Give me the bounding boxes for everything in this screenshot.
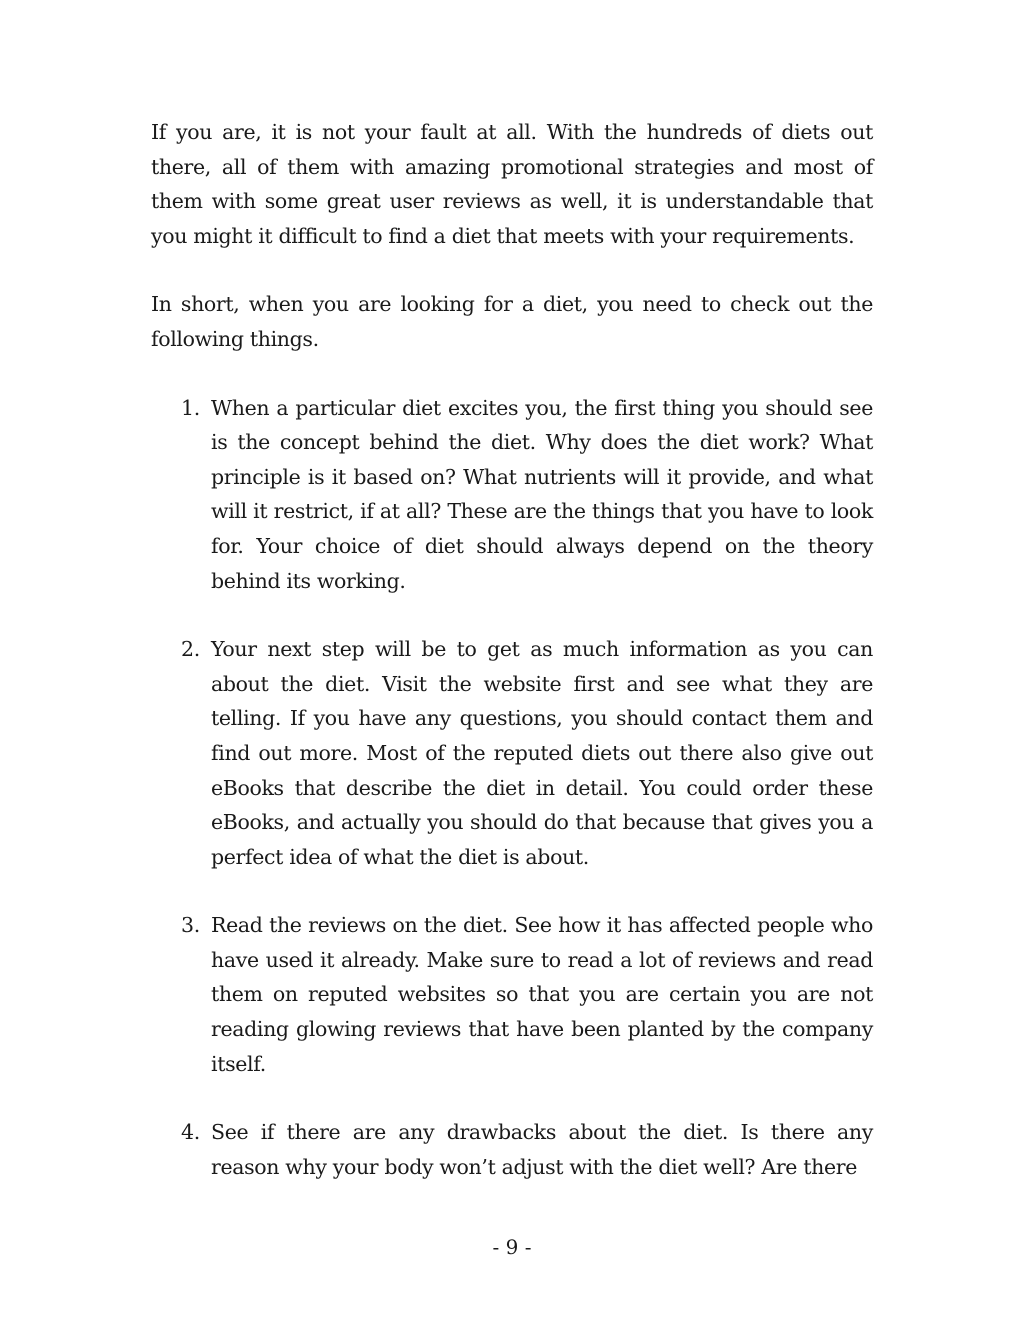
list-item-text: Read the reviews on the diet. See how it has affected people who have used it already. Make sure to read a lot of reviews and read them on reputed websites so that you are certain you are not reading glowing reviews that have been planted by the company itself. (211, 913, 873, 1076)
list-item (151, 632, 873, 874)
page-body (151, 115, 873, 1218)
list-item (151, 391, 873, 599)
list-item (151, 908, 873, 1081)
list-item-number: 1. (181, 395, 200, 420)
page-number: - 9 - (492, 1235, 532, 1259)
checklist (151, 391, 873, 1185)
list-item (151, 1115, 873, 1184)
list-item-number: 3. (181, 913, 200, 938)
list-item-text: See if there are any drawbacks about the diet. Is there any reason why your body won’t adjust with the diet well? Are there (211, 1120, 873, 1179)
intro-paragraph: If you are, it is not your fault at all. With the hundreds of diets out there, all of them with amazing promotional strategies and most of them with some great user reviews as well, it is understandable that you might it difficult to find a diet that meets with your requirements. (151, 120, 873, 248)
lead-in-paragraph: In short, when you are looking for a diet, you need to check out the following things. (151, 292, 873, 351)
list-item-text: When a particular diet excites you, the first thing you should see is the concept behind the diet. Why does the diet work? What principle is it based on? What nutrients will it provide, and what will it restrict, if at all? These are the things that you have to look for. Your choice of diet should always depend on the theory behind its working. (211, 395, 873, 593)
list-item-number: 2. (181, 637, 200, 662)
list-item-number: 4. (181, 1120, 200, 1145)
list-item-text: Your next step will be to get as much information as you can about the diet. Visit the website first and see what they are telling. If you have any questions, you should contact them and find out more. Most of the reputed diets out there also give out eBooks that describe the diet in detail. You could order these eBooks, and actually you should do that because that gives you a perfect idea of what the diet is about. (211, 637, 873, 869)
